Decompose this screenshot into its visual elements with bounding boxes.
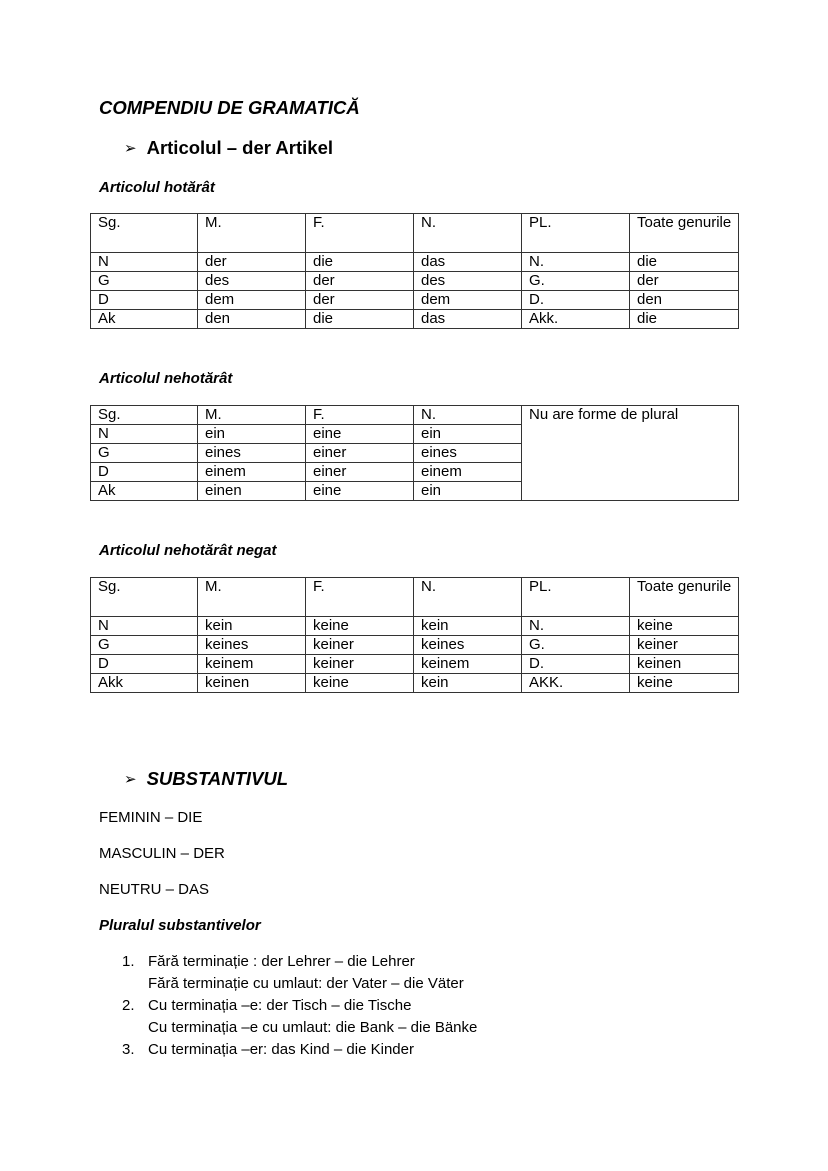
table-cell: AKK. (522, 674, 630, 693)
header-cell: F. (306, 406, 414, 425)
header-cell: F. (306, 578, 414, 617)
table-row (91, 655, 739, 674)
table-cell: das (414, 310, 522, 329)
table-cell: Ak (91, 482, 198, 501)
table-cell: eines (414, 444, 522, 463)
table-cell: den (630, 291, 739, 310)
table-cell: D (91, 291, 198, 310)
table-cell: G. (522, 636, 630, 655)
table-cell: kein (198, 617, 306, 636)
table-cell: N (91, 425, 198, 444)
table-row (91, 674, 739, 693)
list-number: 1. (122, 953, 135, 970)
section-heading-substantiv (124, 768, 288, 790)
subtitle-nehotarat: Articolul nehotărât (99, 370, 233, 387)
table-cell: keiner (306, 636, 414, 655)
header-cell: M. (198, 406, 306, 425)
arrow-bullet-icon: ➢ (124, 771, 137, 788)
table-row (91, 253, 739, 272)
table-cell: Ak (91, 310, 198, 329)
table-cell: einer (306, 444, 414, 463)
list-item-continuation: Cu terminația –e cu umlaut: die Bank – die Bänke (148, 1019, 478, 1036)
table-row (91, 272, 739, 291)
header-cell: Sg. (91, 578, 198, 617)
list-number: 2. (122, 997, 135, 1014)
table-cell: dem (414, 291, 522, 310)
table-cell: D. (522, 655, 630, 674)
section-heading-text: SUBSTANTIVUL (146, 768, 289, 789)
table-cell: keines (198, 636, 306, 655)
header-cell: PL. (522, 214, 630, 253)
table-cell: der (306, 291, 414, 310)
list-text: Cu terminația –e: der Tisch – die Tische (148, 997, 412, 1014)
list-number: 3. (122, 1041, 135, 1058)
table-cell: keine (306, 617, 414, 636)
subtitle-negat: Articolul nehotărât negat (99, 542, 277, 559)
table-cell: ein (414, 482, 522, 501)
table-cell: keine (630, 674, 739, 693)
table-cell: G. (522, 272, 630, 291)
table-cell: ein (414, 425, 522, 444)
table-cell: die (630, 253, 739, 272)
table-cell: einem (414, 463, 522, 482)
table-cell: eine (306, 425, 414, 444)
arrow-bullet-icon: ➢ (124, 140, 137, 157)
table-cell: N. (522, 253, 630, 272)
table-row (91, 636, 739, 655)
table-cell: die (630, 310, 739, 329)
header-cell: Toate genurile (630, 214, 739, 253)
table-cell: die (306, 253, 414, 272)
list-item (122, 1039, 477, 1061)
header-cell: Sg. (91, 214, 198, 253)
header-cell: PL. (522, 578, 630, 617)
list-item (122, 951, 477, 973)
header-cell: N. (414, 578, 522, 617)
table-cell: Akk. (522, 310, 630, 329)
table-cell: das (414, 253, 522, 272)
table-cell: des (414, 272, 522, 291)
table-header-row (91, 406, 739, 425)
table-row (91, 310, 739, 329)
header-cell: Toate genurile (630, 578, 739, 617)
section-heading-text: Articolul – der Artikel (146, 137, 333, 158)
header-cell: M. (198, 578, 306, 617)
table-cell: einem (198, 463, 306, 482)
table-cell: N (91, 617, 198, 636)
table-row (91, 617, 739, 636)
table-cell: eine (306, 482, 414, 501)
header-cell: Sg. (91, 406, 198, 425)
table-cell: kein (414, 617, 522, 636)
table-cell: kein (414, 674, 522, 693)
table-articol-nehotarat (90, 405, 739, 501)
list-text: Fără terminație : der Lehrer – die Lehrer (148, 953, 415, 970)
table-articol-negat (90, 577, 739, 693)
table-cell: einen (198, 482, 306, 501)
table-header-row (91, 214, 739, 253)
list-text: Cu terminația –er: das Kind – die Kinder (148, 1041, 414, 1058)
table-cell: einer (306, 463, 414, 482)
table-cell: keinem (198, 655, 306, 674)
table-cell: keinen (198, 674, 306, 693)
table-cell: keine (630, 617, 739, 636)
table-cell: der (630, 272, 739, 291)
table-cell: keine (306, 674, 414, 693)
table-cell: ein (198, 425, 306, 444)
table-cell: des (198, 272, 306, 291)
table-cell: die (306, 310, 414, 329)
section-heading-articol (124, 137, 333, 159)
header-cell: F. (306, 214, 414, 253)
gender-neutru: NEUTRU – DAS (99, 881, 210, 898)
header-cell: M. (198, 214, 306, 253)
table-cell: G (91, 272, 198, 291)
subtitle-hotarat: Articolul hotărât (99, 179, 215, 196)
table-cell: G (91, 636, 198, 655)
table-cell: keiner (630, 636, 739, 655)
table-cell: G (91, 444, 198, 463)
table-cell: D (91, 463, 198, 482)
table-cell: keinen (630, 655, 739, 674)
subtitle-plural: Pluralul substantivelor (99, 917, 261, 934)
header-cell: N. (414, 214, 522, 253)
table-cell: Akk (91, 674, 198, 693)
gender-masculin: MASCULIN – DER (99, 845, 225, 862)
table-cell: D (91, 655, 198, 674)
gender-feminin: FEMININ – DIE (99, 809, 203, 826)
list-item (122, 995, 477, 1017)
table-cell: der (306, 272, 414, 291)
table-cell: D. (522, 291, 630, 310)
table-cell: N (91, 253, 198, 272)
table-cell: keines (414, 636, 522, 655)
plural-rules-list (122, 951, 477, 1061)
list-item-continuation: Fără terminație cu umlaut: der Vater – die Väter (148, 975, 464, 992)
table-cell: N. (522, 617, 630, 636)
table-cell: keinem (414, 655, 522, 674)
table-articol-hotarat (90, 213, 739, 329)
table-row (91, 291, 739, 310)
header-cell: N. (414, 406, 522, 425)
table-header-row (91, 578, 739, 617)
table-cell: der (198, 253, 306, 272)
table-cell: keiner (306, 655, 414, 674)
table-cell: eines (198, 444, 306, 463)
table-cell: dem (198, 291, 306, 310)
document-title: COMPENDIU DE GRAMATICĂ (99, 97, 360, 118)
table-cell: den (198, 310, 306, 329)
plural-note-cell: Nu are forme de plural (522, 406, 739, 501)
